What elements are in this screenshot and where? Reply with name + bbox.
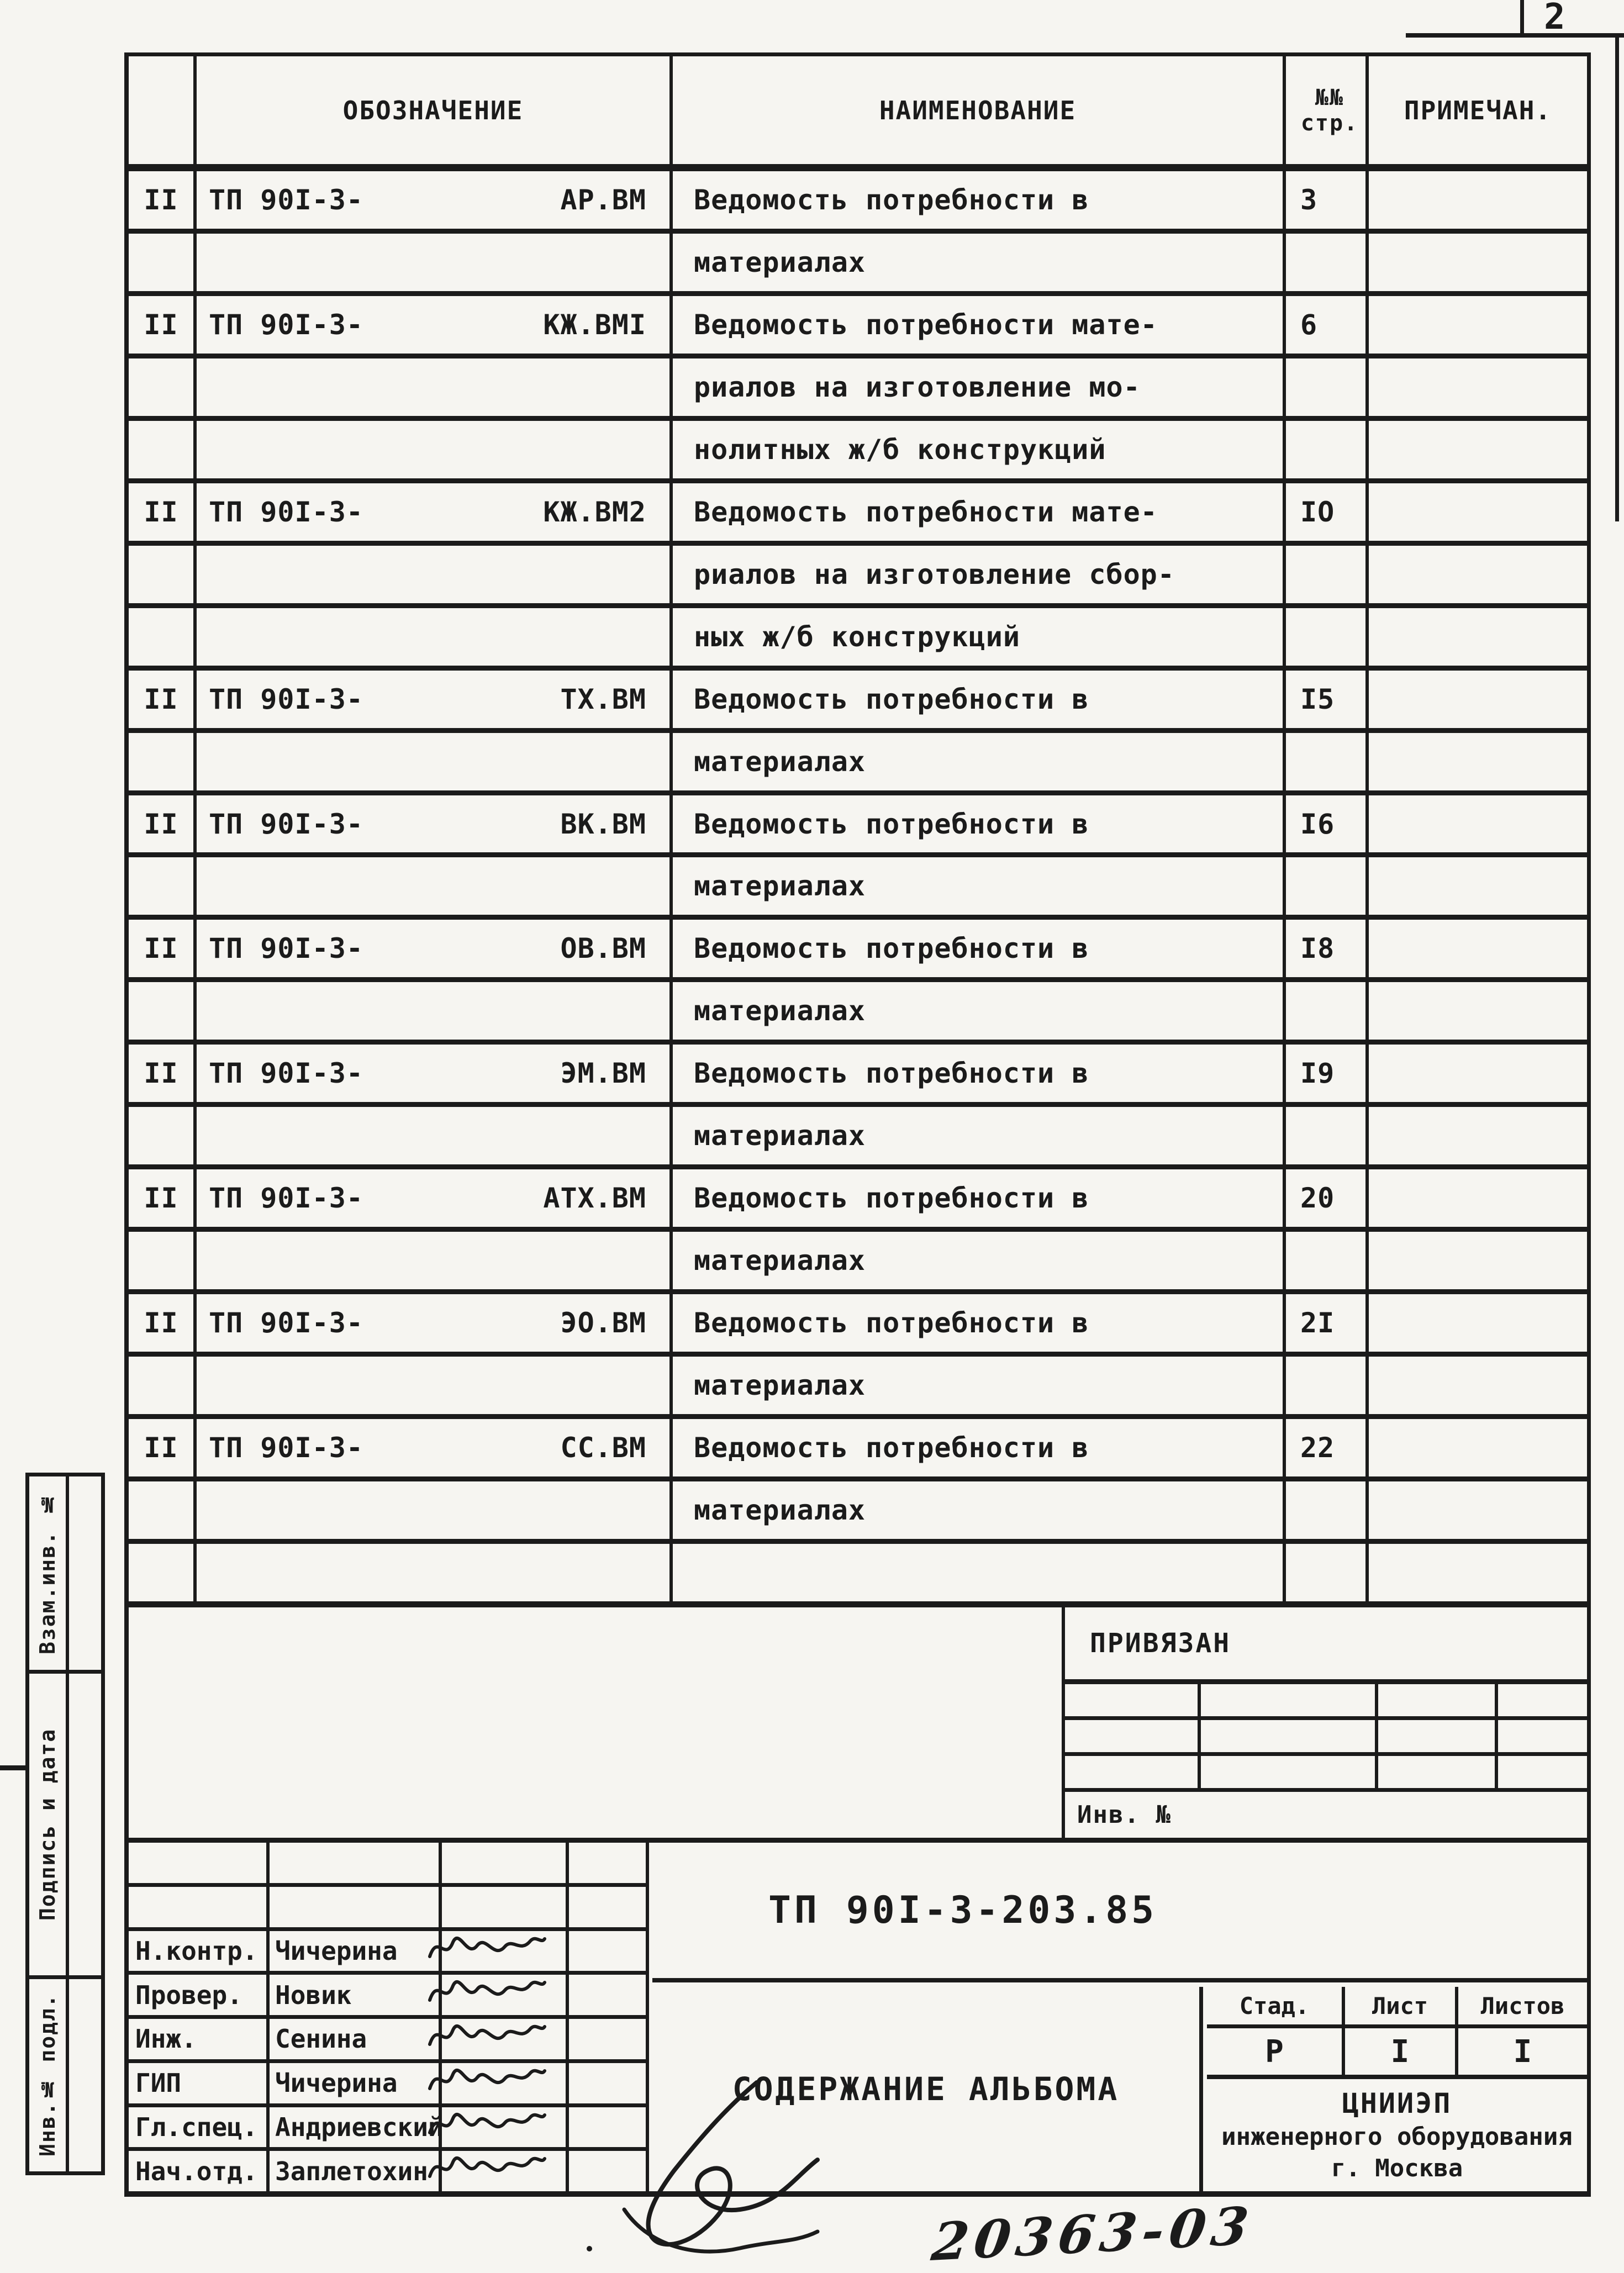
signature-role-cell: Инж. — [129, 2019, 270, 2059]
row-name-cell: Ведомость потребности в — [673, 795, 1286, 853]
designation-code: ВК.ВМ — [560, 808, 646, 840]
row-designation-cell — [197, 483, 673, 541]
designation-series: ТП 90I-3- — [209, 495, 363, 528]
designation-code: КЖ.ВМI — [543, 308, 646, 341]
row-name-cell: ных ж/б конструкций — [673, 608, 1286, 666]
row-note-cell — [1369, 671, 1587, 728]
row-page-cell: I6 — [1286, 795, 1369, 853]
designation-code: ЭМ.ВМ — [560, 1057, 646, 1090]
row-note-cell — [1369, 1169, 1587, 1227]
row-part-cell — [129, 358, 197, 416]
designation-code: ЭО.ВМ — [560, 1307, 646, 1339]
header-pages-line1: №№ — [1315, 85, 1344, 110]
table-row — [129, 1169, 1587, 1232]
row-designation-cell — [197, 982, 673, 1040]
page-corner-tick — [1520, 0, 1524, 35]
sheets-value: I — [1513, 2033, 1532, 2070]
stage-header-row — [1207, 1987, 1587, 2028]
signature-name-cell: Заплетохин — [270, 2151, 442, 2191]
row-page-cell — [1286, 857, 1369, 915]
row-part-cell: II — [129, 1045, 197, 1102]
row-page-cell — [1286, 1481, 1369, 1539]
signature-extra-cell — [569, 2019, 646, 2059]
row-name-cell: материалах — [673, 982, 1286, 1040]
privyazan-grid-cell — [1201, 1756, 1378, 1788]
big-signature-scrawl-icon — [558, 2077, 867, 2261]
privyazan-grid-cell — [1378, 1684, 1498, 1716]
row-page-cell: 6 — [1286, 296, 1369, 354]
designation-series: ТП 90I-3- — [209, 683, 363, 715]
row-page-cell — [1286, 1357, 1369, 1414]
row-designation-cell — [197, 358, 673, 416]
table-row — [129, 1045, 1587, 1107]
row-part-cell: II — [129, 296, 197, 354]
document-number-cell: ТП 90I-3-203.85 — [652, 1843, 1587, 1982]
row-note-cell — [1369, 1107, 1587, 1164]
signature-role-cell: Провер. — [129, 1975, 270, 2015]
signature-role-cell: Нач.отд. — [129, 2151, 270, 2191]
left-sidebar — [25, 1473, 105, 2175]
privyazan-block — [1062, 1607, 1591, 1838]
row-part-cell: II — [129, 1294, 197, 1352]
table-row — [129, 1294, 1587, 1357]
signature-extra-cell — [569, 1975, 646, 2015]
table-row — [129, 1357, 1587, 1419]
row-page-cell: I5 — [1286, 671, 1369, 728]
privyazan-grid-cell — [1201, 1720, 1378, 1752]
privyazan-inv-label: Инв. № — [1077, 1801, 1172, 1829]
table-row — [129, 546, 1587, 608]
row-name-cell: Ведомость потребности в — [673, 671, 1286, 728]
privyazan-label: ПРИВЯЗАН — [1065, 1607, 1587, 1684]
table-row — [129, 483, 1587, 546]
privyazan-grid-cell — [1498, 1756, 1587, 1788]
table-row-empty — [129, 1544, 1587, 1601]
row-name-cell: Ведомость потребности в — [673, 1045, 1286, 1102]
row-page-cell — [1286, 1544, 1369, 1601]
table-row — [129, 421, 1587, 483]
privyazan-grid-cell — [1378, 1756, 1498, 1788]
row-note-cell — [1369, 1294, 1587, 1352]
table-row — [129, 608, 1587, 671]
row-page-cell: 22 — [1286, 1419, 1369, 1476]
designation-code: СС.ВМ — [560, 1432, 646, 1464]
row-name-cell: материалах — [673, 1107, 1286, 1164]
row-designation-cell — [197, 733, 673, 790]
row-page-cell — [1286, 234, 1369, 291]
privyazan-grid-cell — [1201, 1684, 1378, 1716]
signature-sign-cell — [442, 1887, 569, 1927]
row-note-cell — [1369, 171, 1587, 229]
row-part-cell: II — [129, 483, 197, 541]
row-note-cell — [1369, 982, 1587, 1040]
row-part-cell: II — [129, 671, 197, 728]
designation-series: ТП 90I-3- — [209, 932, 363, 965]
sheet-value: I — [1345, 2028, 1458, 2075]
row-part-cell: II — [129, 920, 197, 977]
row-part-cell — [129, 234, 197, 291]
table-row — [129, 234, 1587, 296]
row-note-cell — [1369, 483, 1587, 541]
table-row — [129, 857, 1587, 920]
row-page-cell: 20 — [1286, 1169, 1369, 1227]
row-note-cell — [1369, 1357, 1587, 1414]
row-name-cell: риалов на изготовление сбор- — [673, 546, 1286, 603]
row-designation-cell — [197, 920, 673, 977]
signature-name-cell: Новик — [270, 1975, 442, 2015]
table-row — [129, 1107, 1587, 1169]
signature-row — [129, 1931, 646, 1975]
row-note-cell — [1369, 1232, 1587, 1289]
row-name-cell: материалах — [673, 1232, 1286, 1289]
signature-role-cell — [129, 1887, 270, 1927]
designation-code: АР.ВМ — [560, 183, 646, 216]
contents-table-header — [129, 56, 1587, 171]
row-name-cell: материалах — [673, 234, 1286, 291]
table-row — [129, 982, 1587, 1045]
privyazan-grid-row — [1065, 1756, 1587, 1792]
sheet-frame-right — [1615, 35, 1619, 521]
row-designation-cell — [197, 296, 673, 354]
designation-series: ТП 90I-3- — [209, 808, 363, 840]
signature-sign-cell — [442, 1975, 569, 2015]
album-title-cell: СОДЕРЖАНИЕ АЛЬБОМА — [652, 1987, 1203, 2191]
row-note-cell — [1369, 296, 1587, 354]
signature-sign-cell — [442, 2151, 569, 2191]
row-designation-cell — [197, 608, 673, 666]
row-name-cell: материалах — [673, 857, 1286, 915]
privyazan-grid — [1065, 1684, 1587, 1792]
header-cell-note: ПРИМЕЧАН. — [1404, 95, 1552, 125]
designation-code: ТХ.ВМ — [560, 683, 646, 715]
designation-series: ТП 90I-3- — [209, 1057, 363, 1090]
row-name-cell: материалах — [673, 733, 1286, 790]
signature-name-cell: Чичерина — [270, 1931, 442, 1971]
handwritten-archive-number: 20363-03 — [928, 2195, 1257, 2273]
organization-line3: г. Москва — [1331, 2154, 1463, 2182]
row-designation-cell — [197, 1169, 673, 1227]
table-row — [129, 358, 1587, 421]
sidebar-cell-inv — [29, 1979, 101, 2171]
row-page-cell — [1286, 608, 1369, 666]
sidebar-label-podpis: Подпись и дата — [35, 1728, 60, 1921]
stage-values-row — [1207, 2028, 1587, 2079]
left-margin-tick — [0, 1765, 25, 1770]
row-designation-cell — [197, 1544, 673, 1601]
contents-table — [124, 52, 1591, 1607]
designation-code: ОВ.ВМ — [560, 932, 646, 965]
sidebar-label-vzam: Взам.инв. № — [35, 1491, 60, 1655]
row-page-cell: I8 — [1286, 920, 1369, 977]
sidebar-cell-vzam — [29, 1476, 101, 1674]
header-cell-name: НАИМЕНОВАНИЕ — [673, 56, 1286, 164]
row-designation-cell — [197, 421, 673, 478]
row-name-cell: Ведомость потребности мате- — [673, 296, 1286, 354]
row-designation-cell — [197, 1045, 673, 1102]
row-part-cell — [129, 1357, 197, 1414]
row-note-cell — [1369, 1481, 1587, 1539]
row-designation-cell — [197, 671, 673, 728]
row-page-cell: 3 — [1286, 171, 1369, 229]
signature-extra-cell — [569, 1931, 646, 1971]
signature-name-cell: Чичерина — [270, 2063, 442, 2103]
designation-series: ТП 90I-3- — [209, 183, 363, 216]
row-page-cell — [1286, 1107, 1369, 1164]
header-cell-designation: ОБОЗНАЧЕНИЕ — [197, 56, 673, 164]
header-cell-pages — [1286, 56, 1369, 164]
signature-role-cell: Гл.спец. — [129, 2107, 270, 2148]
row-part-cell — [129, 857, 197, 915]
page-corner-line — [1406, 33, 1624, 38]
signature-row — [129, 2019, 646, 2063]
row-part-cell: II — [129, 795, 197, 853]
row-note-cell — [1369, 1419, 1587, 1476]
row-note-cell — [1369, 546, 1587, 603]
organization-line2: инженерного оборудования — [1221, 2122, 1573, 2151]
row-note-cell — [1369, 421, 1587, 478]
table-row — [129, 296, 1587, 358]
row-note-cell — [1369, 733, 1587, 790]
row-part-cell — [129, 1481, 197, 1539]
row-designation-cell — [197, 171, 673, 229]
signature-sign-cell — [442, 2107, 569, 2148]
row-page-cell — [1286, 546, 1369, 603]
signature-row-empty — [129, 1843, 646, 1887]
privyazan-grid-cell — [1498, 1720, 1587, 1752]
table-row — [129, 920, 1587, 982]
row-page-cell — [1286, 982, 1369, 1040]
ink-dot — [587, 2246, 592, 2251]
sheet-label: Лист — [1345, 1987, 1458, 2024]
row-part-cell — [129, 1232, 197, 1289]
row-name-cell: материалах — [673, 1357, 1286, 1414]
row-page-cell — [1286, 1232, 1369, 1289]
stage-label: Стад. — [1207, 1987, 1345, 2024]
row-note-cell — [1369, 608, 1587, 666]
table-row — [129, 1481, 1587, 1544]
signature-name-cell: Андриевский — [270, 2107, 442, 2148]
signature-name-cell — [270, 1887, 442, 1927]
row-name-cell: Ведомость потребности в — [673, 920, 1286, 977]
table-row — [129, 1419, 1587, 1481]
privyazan-grid-cell — [1065, 1684, 1201, 1716]
empty-cell-below-table — [124, 1607, 1062, 1838]
privyazan-grid-row — [1065, 1720, 1587, 1756]
row-part-cell — [129, 421, 197, 478]
designation-series: ТП 90I-3- — [209, 1432, 363, 1464]
row-note-cell — [1369, 234, 1587, 291]
signature-name-cell: Сенина — [270, 2019, 442, 2059]
row-page-cell: I9 — [1286, 1045, 1369, 1102]
designation-code: АТХ.ВМ — [543, 1182, 646, 1215]
signature-sign-cell — [442, 2063, 569, 2103]
designation-series: ТП 90I-3- — [209, 308, 363, 341]
row-name-cell: Ведомость потребности в — [673, 171, 1286, 229]
signature-row — [129, 1975, 646, 2019]
row-name-cell: Ведомость потребности в — [673, 1169, 1286, 1227]
row-designation-cell — [197, 1481, 673, 1539]
signature-row-empty — [129, 1887, 646, 1931]
sheets-label: Листов — [1480, 1992, 1565, 2019]
page-number: 2 — [1544, 0, 1565, 38]
row-page-cell — [1286, 421, 1369, 478]
row-note-cell — [1369, 857, 1587, 915]
row-page-cell — [1286, 358, 1369, 416]
row-name-cell: риалов на изготовление мо- — [673, 358, 1286, 416]
table-body — [129, 171, 1587, 1601]
table-row — [129, 733, 1587, 795]
table-row — [129, 1232, 1587, 1294]
row-name-cell: нолитных ж/б конструкций — [673, 421, 1286, 478]
sidebar-cell-podpis — [29, 1674, 101, 1979]
organization-name: ЦНИИЭП — [1342, 2087, 1452, 2120]
privyazan-grid-cell — [1065, 1720, 1201, 1752]
row-designation-cell — [197, 1294, 673, 1352]
row-part-cell — [129, 608, 197, 666]
table-row — [129, 795, 1587, 858]
row-note-cell — [1369, 1045, 1587, 1102]
row-name-cell: материалах — [673, 1481, 1286, 1539]
privyazan-grid-cell — [1065, 1756, 1201, 1788]
row-note-cell — [1369, 795, 1587, 853]
row-designation-cell — [197, 234, 673, 291]
row-designation-cell — [197, 546, 673, 603]
row-part-cell — [129, 1107, 197, 1164]
designation-code: КЖ.ВМ2 — [543, 495, 646, 528]
designation-series: ТП 90I-3- — [209, 1307, 363, 1339]
row-designation-cell — [197, 1419, 673, 1476]
row-designation-cell — [197, 857, 673, 915]
privyazan-grid-cell — [1498, 1684, 1587, 1716]
privyazan-grid-cell — [1378, 1720, 1498, 1752]
row-part-cell — [129, 546, 197, 603]
row-note-cell — [1369, 920, 1587, 977]
signature-sign-cell — [442, 1843, 569, 1883]
stage-area — [1207, 1987, 1587, 2191]
signature-extra-cell — [569, 1843, 646, 1883]
row-designation-cell — [197, 1232, 673, 1289]
privyazan-grid-row — [1065, 1684, 1587, 1720]
row-page-cell — [1286, 733, 1369, 790]
designation-series: ТП 90I-3- — [209, 1182, 363, 1215]
row-part-cell: II — [129, 171, 197, 229]
row-note-cell — [1369, 1544, 1587, 1601]
row-designation-cell — [197, 1357, 673, 1414]
row-name-cell — [673, 1544, 1286, 1601]
row-name-cell: Ведомость потребности в — [673, 1419, 1286, 1476]
sidebar-label-inv: Инв.№ подл. — [35, 1994, 60, 2157]
organization-cell — [1207, 2079, 1587, 2191]
signature-role-cell: Н.контр. — [129, 1931, 270, 1971]
header-pages-line2: стр. — [1300, 110, 1359, 136]
row-part-cell: II — [129, 1169, 197, 1227]
row-part-cell: II — [129, 1419, 197, 1476]
signature-role-cell — [129, 1843, 270, 1883]
table-row — [129, 171, 1587, 234]
stage-value: Р — [1207, 2028, 1345, 2075]
row-name-cell: Ведомость потребности в — [673, 1294, 1286, 1352]
row-designation-cell — [197, 1107, 673, 1164]
row-part-cell — [129, 1544, 197, 1601]
signature-sign-cell — [442, 2019, 569, 2059]
row-designation-cell — [197, 795, 673, 853]
row-part-cell — [129, 982, 197, 1040]
row-page-cell: IO — [1286, 483, 1369, 541]
header-cell-part — [129, 56, 197, 164]
table-row — [129, 671, 1587, 733]
signature-name-cell — [270, 1843, 442, 1883]
signature-role-cell: ГИП — [129, 2063, 270, 2103]
row-page-cell: 2I — [1286, 1294, 1369, 1352]
signature-sign-cell — [442, 1931, 569, 1971]
signature-extra-cell — [569, 1887, 646, 1927]
row-name-cell: Ведомость потребности мате- — [673, 483, 1286, 541]
row-note-cell — [1369, 358, 1587, 416]
row-part-cell — [129, 733, 197, 790]
